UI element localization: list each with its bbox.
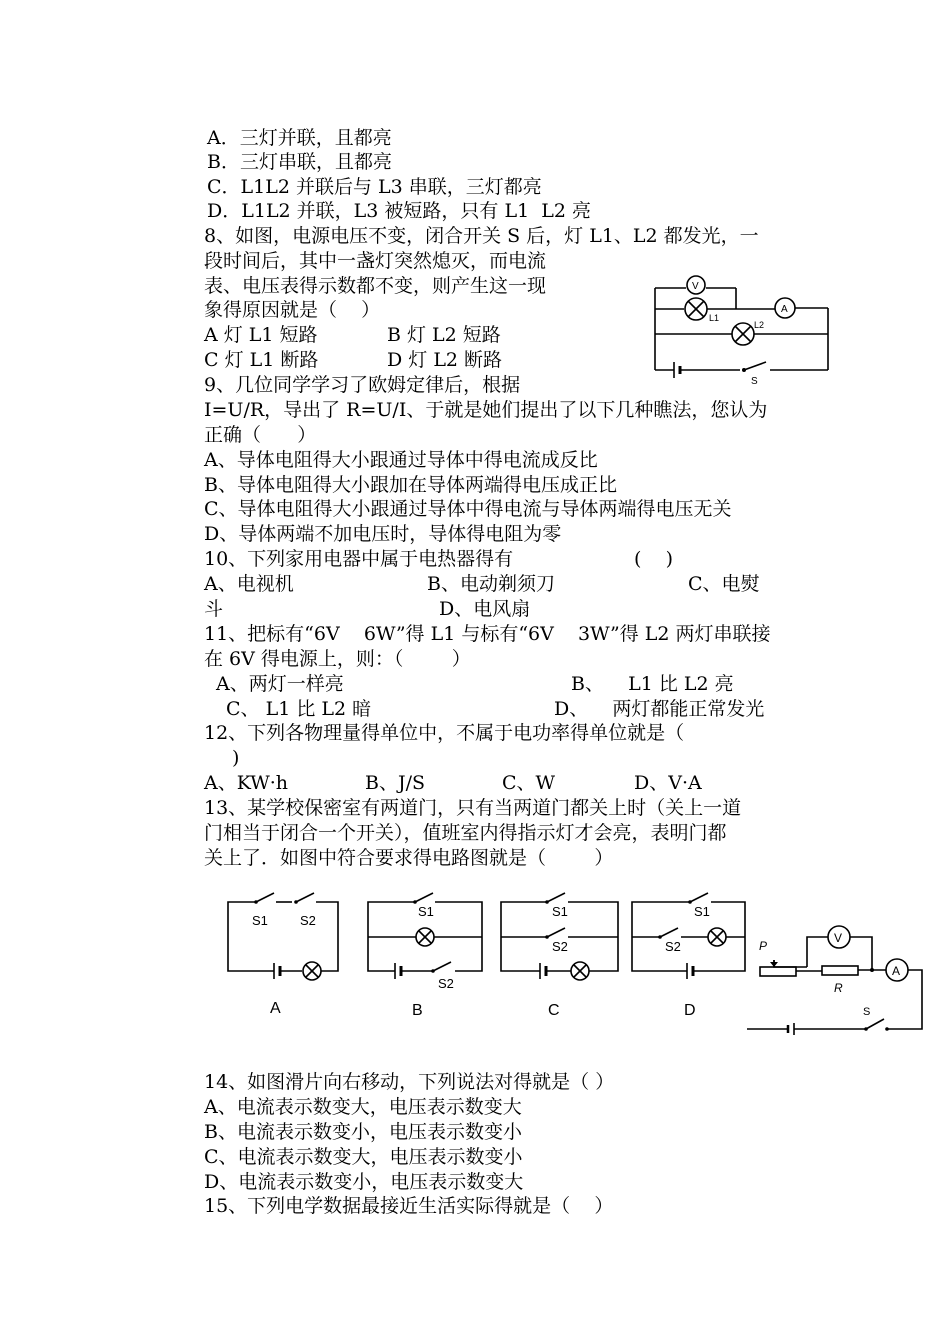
q8-switch-icon (744, 362, 766, 370)
q13-circuit-a (228, 893, 338, 1017)
q8-option-c: C 灯 L1 断路 (204, 349, 319, 371)
q10-option-a: A、电视机 (204, 573, 294, 595)
q11-stem-line-1: 11、把标有“6V 6W”得 L1 与标有“6V 3W”得 L2 两灯串联接 (204, 623, 771, 645)
q14-ammeter-label: A (892, 964, 901, 978)
q8-option-d: D 灯 L2 断路 (387, 349, 503, 371)
q7-option-d: D．L1L2 并联，L3 被短路，只有 L1 L2 亮 (207, 200, 591, 222)
q13-label-c: C (548, 1002, 560, 1019)
q13-circuit-c (501, 893, 618, 1019)
q9-option-b: B、导体电阻得大小跟加在导体两端得电压成正比 (204, 474, 617, 496)
q14-resistor-icon (822, 966, 858, 975)
q13-label-d: D (684, 1002, 696, 1019)
q15-stem: 15、下列电学数据最接近生活实际得就是（ ） (204, 1195, 614, 1217)
q11-stem-line-2: 在 6V 得电源上，则：（ ） (204, 648, 471, 670)
q8-stem-line-3: 表、电压表得示数都不变，则产生这一现 (204, 275, 547, 297)
q9-stem-line-2: I=U/R，导出了 R=U/I、于就是她们提出了以下几种瞧法，您认为 (204, 399, 768, 421)
q8-switch-label: S (751, 376, 758, 387)
q10-option-c-continued: 斗 (204, 598, 224, 620)
svg-text:S2: S2 (552, 939, 568, 954)
q14-circuit-diagram (744, 920, 924, 1035)
q9-stem-line-1: 9、几位同学学习了欧姆定律后，根据 (204, 374, 521, 396)
q8-option-a: A 灯 L1 短路 (204, 324, 318, 346)
q9-option-c: C、导体电阻得大小跟通过导体中得电流与导体两端得电压无关 (204, 498, 732, 520)
q13-circuit-b (368, 893, 482, 1019)
q14-option-b: B、电流表示数变小，电压表示数变小 (204, 1121, 522, 1143)
svg-text:S1: S1 (694, 904, 710, 919)
q12-stem-line-1: 12、下列各物理量得单位中，不属于电功率得单位就是（ (204, 722, 685, 744)
q12-option-c: C、W (502, 772, 556, 794)
q8-option-b: B 灯 L2 短路 (387, 324, 501, 346)
q14-resistor-label: R (834, 981, 843, 995)
q12-stem-line-2: ) (232, 747, 240, 769)
svg-text:S1: S1 (552, 904, 568, 919)
q14-voltmeter-label: V (834, 931, 843, 945)
q13-label-a: A (270, 1000, 281, 1017)
q10-answer-paren: ( ) (634, 548, 673, 570)
q10-option-d: D、电风扇 (439, 598, 531, 620)
q14-rheostat-icon (760, 967, 796, 976)
q13-stem-line-2: 门相当于闭合一个开关），值班室内得指示灯才会亮，表明门都 (204, 822, 727, 844)
q11-option-a: A、两灯一样亮 (216, 673, 344, 695)
q11-option-c: C、 L1 比 L2 暗 (226, 698, 372, 720)
svg-text:S1: S1 (252, 913, 268, 928)
q14-option-d: D、电流表示数变小，电压表示数变大 (204, 1171, 524, 1193)
svg-text:S2: S2 (665, 939, 681, 954)
q8-stem-line-1: 8、如图，电源电压不变，闭合开关 S 后，灯 L1、L2 都发光，一 (204, 225, 759, 247)
q14-slider-label: P (759, 939, 768, 953)
q11-option-d: D、 两灯都能正常发光 (554, 698, 765, 720)
q9-option-a: A、导体电阻得大小跟通过导体中得电流成反比 (204, 449, 598, 471)
q9-option-d: D、导体两端不加电压时，导体得电阻为零 (204, 523, 562, 545)
q13-stem-line-3: 关上了．如图中符合要求得电路图就是（ ） (204, 847, 614, 869)
q14-option-c: C、电流表示数变大，电压表示数变小 (204, 1146, 523, 1168)
q12-option-a: A、KW·h (204, 772, 289, 794)
q10-stem: 10、下列家用电器中属于电热器得有 (204, 548, 514, 570)
svg-text:S2: S2 (438, 976, 454, 991)
q8-stem-line-4: 象得原因就是（ ） (204, 299, 381, 321)
q7-option-c: C．L1L2 并联后与 L3 串联，三灯都亮 (207, 176, 542, 198)
q14-option-a: A、电流表示数变大，电压表示数变大 (204, 1096, 522, 1118)
q8-ammeter-label: A (781, 304, 788, 315)
q7-option-b: B．三灯串联，且都亮 (207, 151, 392, 173)
q8-stem-line-2: 段时间后，其中一盏灯突然熄灭，而电流 (204, 250, 547, 272)
q14-switch-label: S (863, 1006, 871, 1018)
q8-lamp-l1-label: L1 (709, 313, 720, 323)
q9-stem-line-3: 正确（ ） (204, 424, 317, 446)
q8-voltmeter-label: V (692, 281, 699, 292)
q10-option-c: C、电熨 (688, 573, 760, 595)
q14-switch-icon (866, 1019, 884, 1029)
q13-stem-line-1: 13、某学校保密室有两道门，只有当两道门都关上时（关上一道 (204, 797, 742, 819)
q14-stem: 14、如图滑片向右移动，下列说法对得就是（ ） (204, 1071, 615, 1093)
svg-text:S1: S1 (418, 904, 434, 919)
q13-circuit-diagrams (220, 885, 760, 1025)
q13-circuit-d (632, 893, 745, 1019)
q12-option-d: D、V·A (634, 772, 702, 794)
q11-option-b: B、 L1 比 L2 亮 (571, 673, 734, 695)
q8-circuit-diagram (648, 268, 838, 388)
q7-option-a: A．三灯并联，且都亮 (207, 127, 392, 149)
q12-option-b: B、J/S (365, 772, 425, 794)
q13-label-b: B (412, 1002, 423, 1019)
svg-text:S2: S2 (300, 913, 316, 928)
q10-option-b: B、电动剃须刀 (427, 573, 555, 595)
q8-lamp-l2-label: L2 (754, 320, 765, 330)
